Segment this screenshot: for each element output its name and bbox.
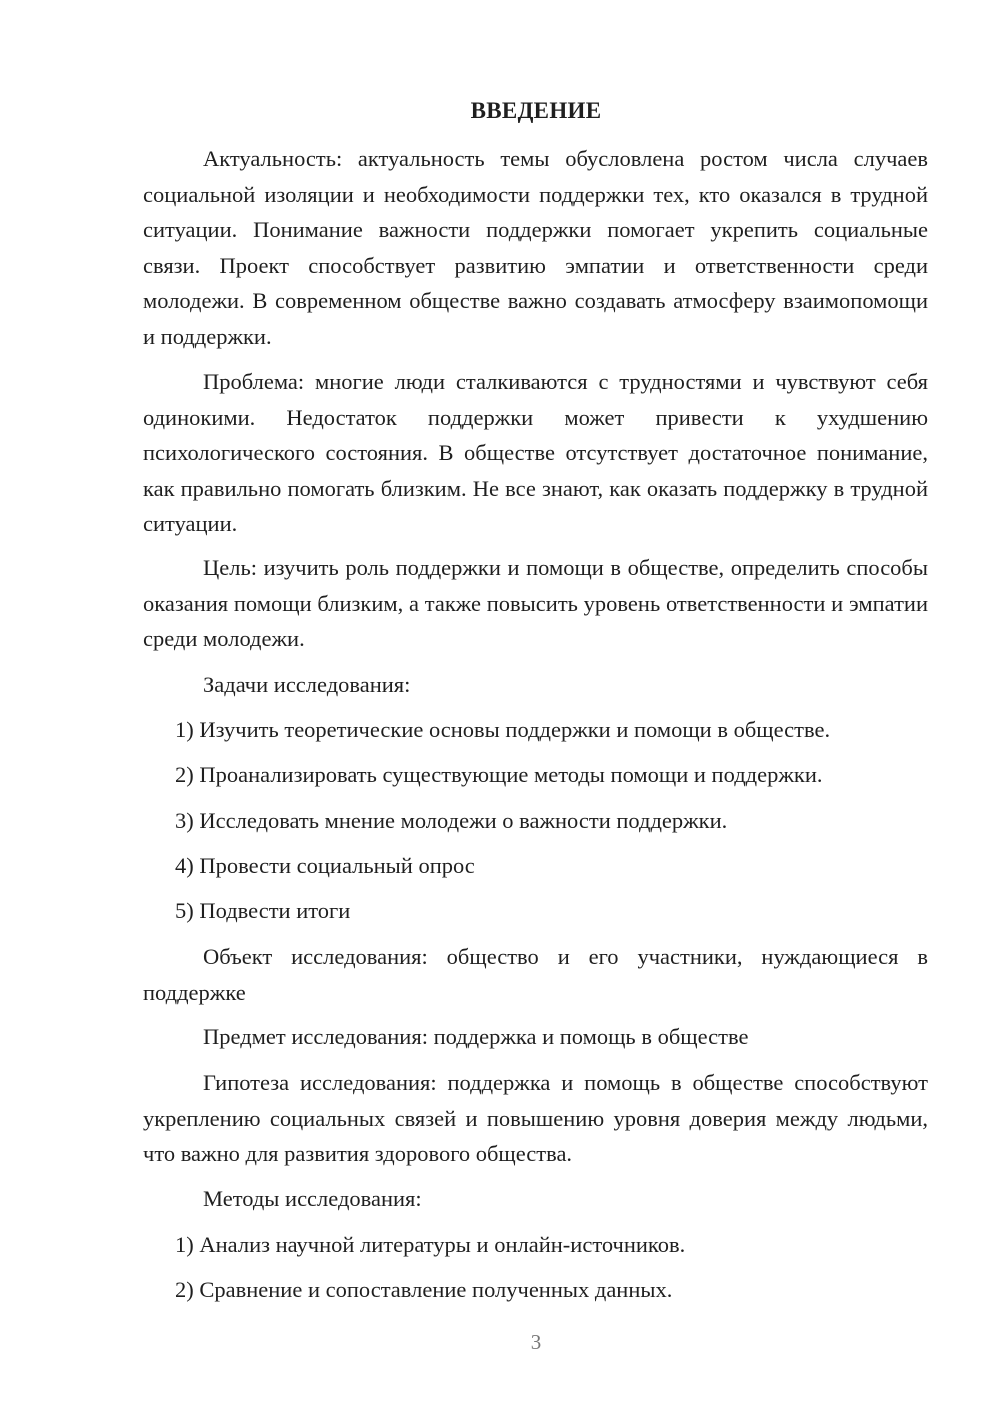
method-item: 1) Анализ научной литературы и онлайн-источников. — [175, 1232, 686, 1257]
task-item: 5) Подвести итоги — [175, 898, 351, 923]
task-item: 4) Провести социальный опрос — [175, 853, 475, 878]
subject-paragraph: Предмет исследования: поддержка и помощь в обществе — [203, 1024, 749, 1049]
goal-paragraph: Цель: изучить роль поддержки и помощи в обществе, определить способы оказания помощи близким, а также повысить уровень ответственности и эмпатии среди молодежи. — [143, 555, 928, 651]
method-item: 2) Сравнение и сопоставление полученных данных. — [175, 1277, 673, 1302]
methods-heading: Методы исследования: — [203, 1186, 422, 1211]
tasks-heading: Задачи исследования: — [203, 672, 411, 697]
task-item: 2) Проанализировать существующие методы помощи и поддержки. — [175, 762, 823, 787]
page-number: 3 — [530, 1330, 542, 1354]
problem-paragraph: Проблема: многие люди сталкиваются с трудностями и чувствуют себя одинокими. Недостаток поддержки может привести к ухудшению психологического состояния. В обществе отсутствует достаточное понимание, как правильно помогать близким. Не все знают, как оказать поддержку в трудной ситуации. — [143, 369, 928, 536]
task-item: 1) Изучить теоретические основы поддержки и помощи в обществе. — [175, 717, 831, 742]
task-item: 3) Исследовать мнение молодежи о важности поддержки. — [175, 808, 728, 833]
page-title: ВВЕДЕНИЕ — [470, 98, 602, 123]
hypothesis-paragraph: Гипотеза исследования: поддержка и помощь в обществе способствуют укреплению социальных связей и повышению уровня доверия между людьми, что важно для развития здорового общества. — [143, 1070, 928, 1166]
object-paragraph: Объект исследования: общество и его участники, нуждающиеся в поддержке — [143, 944, 928, 1005]
relevance-paragraph: Актуальность: актуальность темы обусловлена ростом числа случаев социальной изоляции и необходимости поддержки тех, кто оказался в трудной ситуации. Понимание важности поддержки помогает укрепить социальные связи. Проект способствует развитию эмпатии и ответственности среди молодежи. В современном обществе важно создавать атмосферу взаимопомощи и поддержки. — [143, 146, 928, 349]
